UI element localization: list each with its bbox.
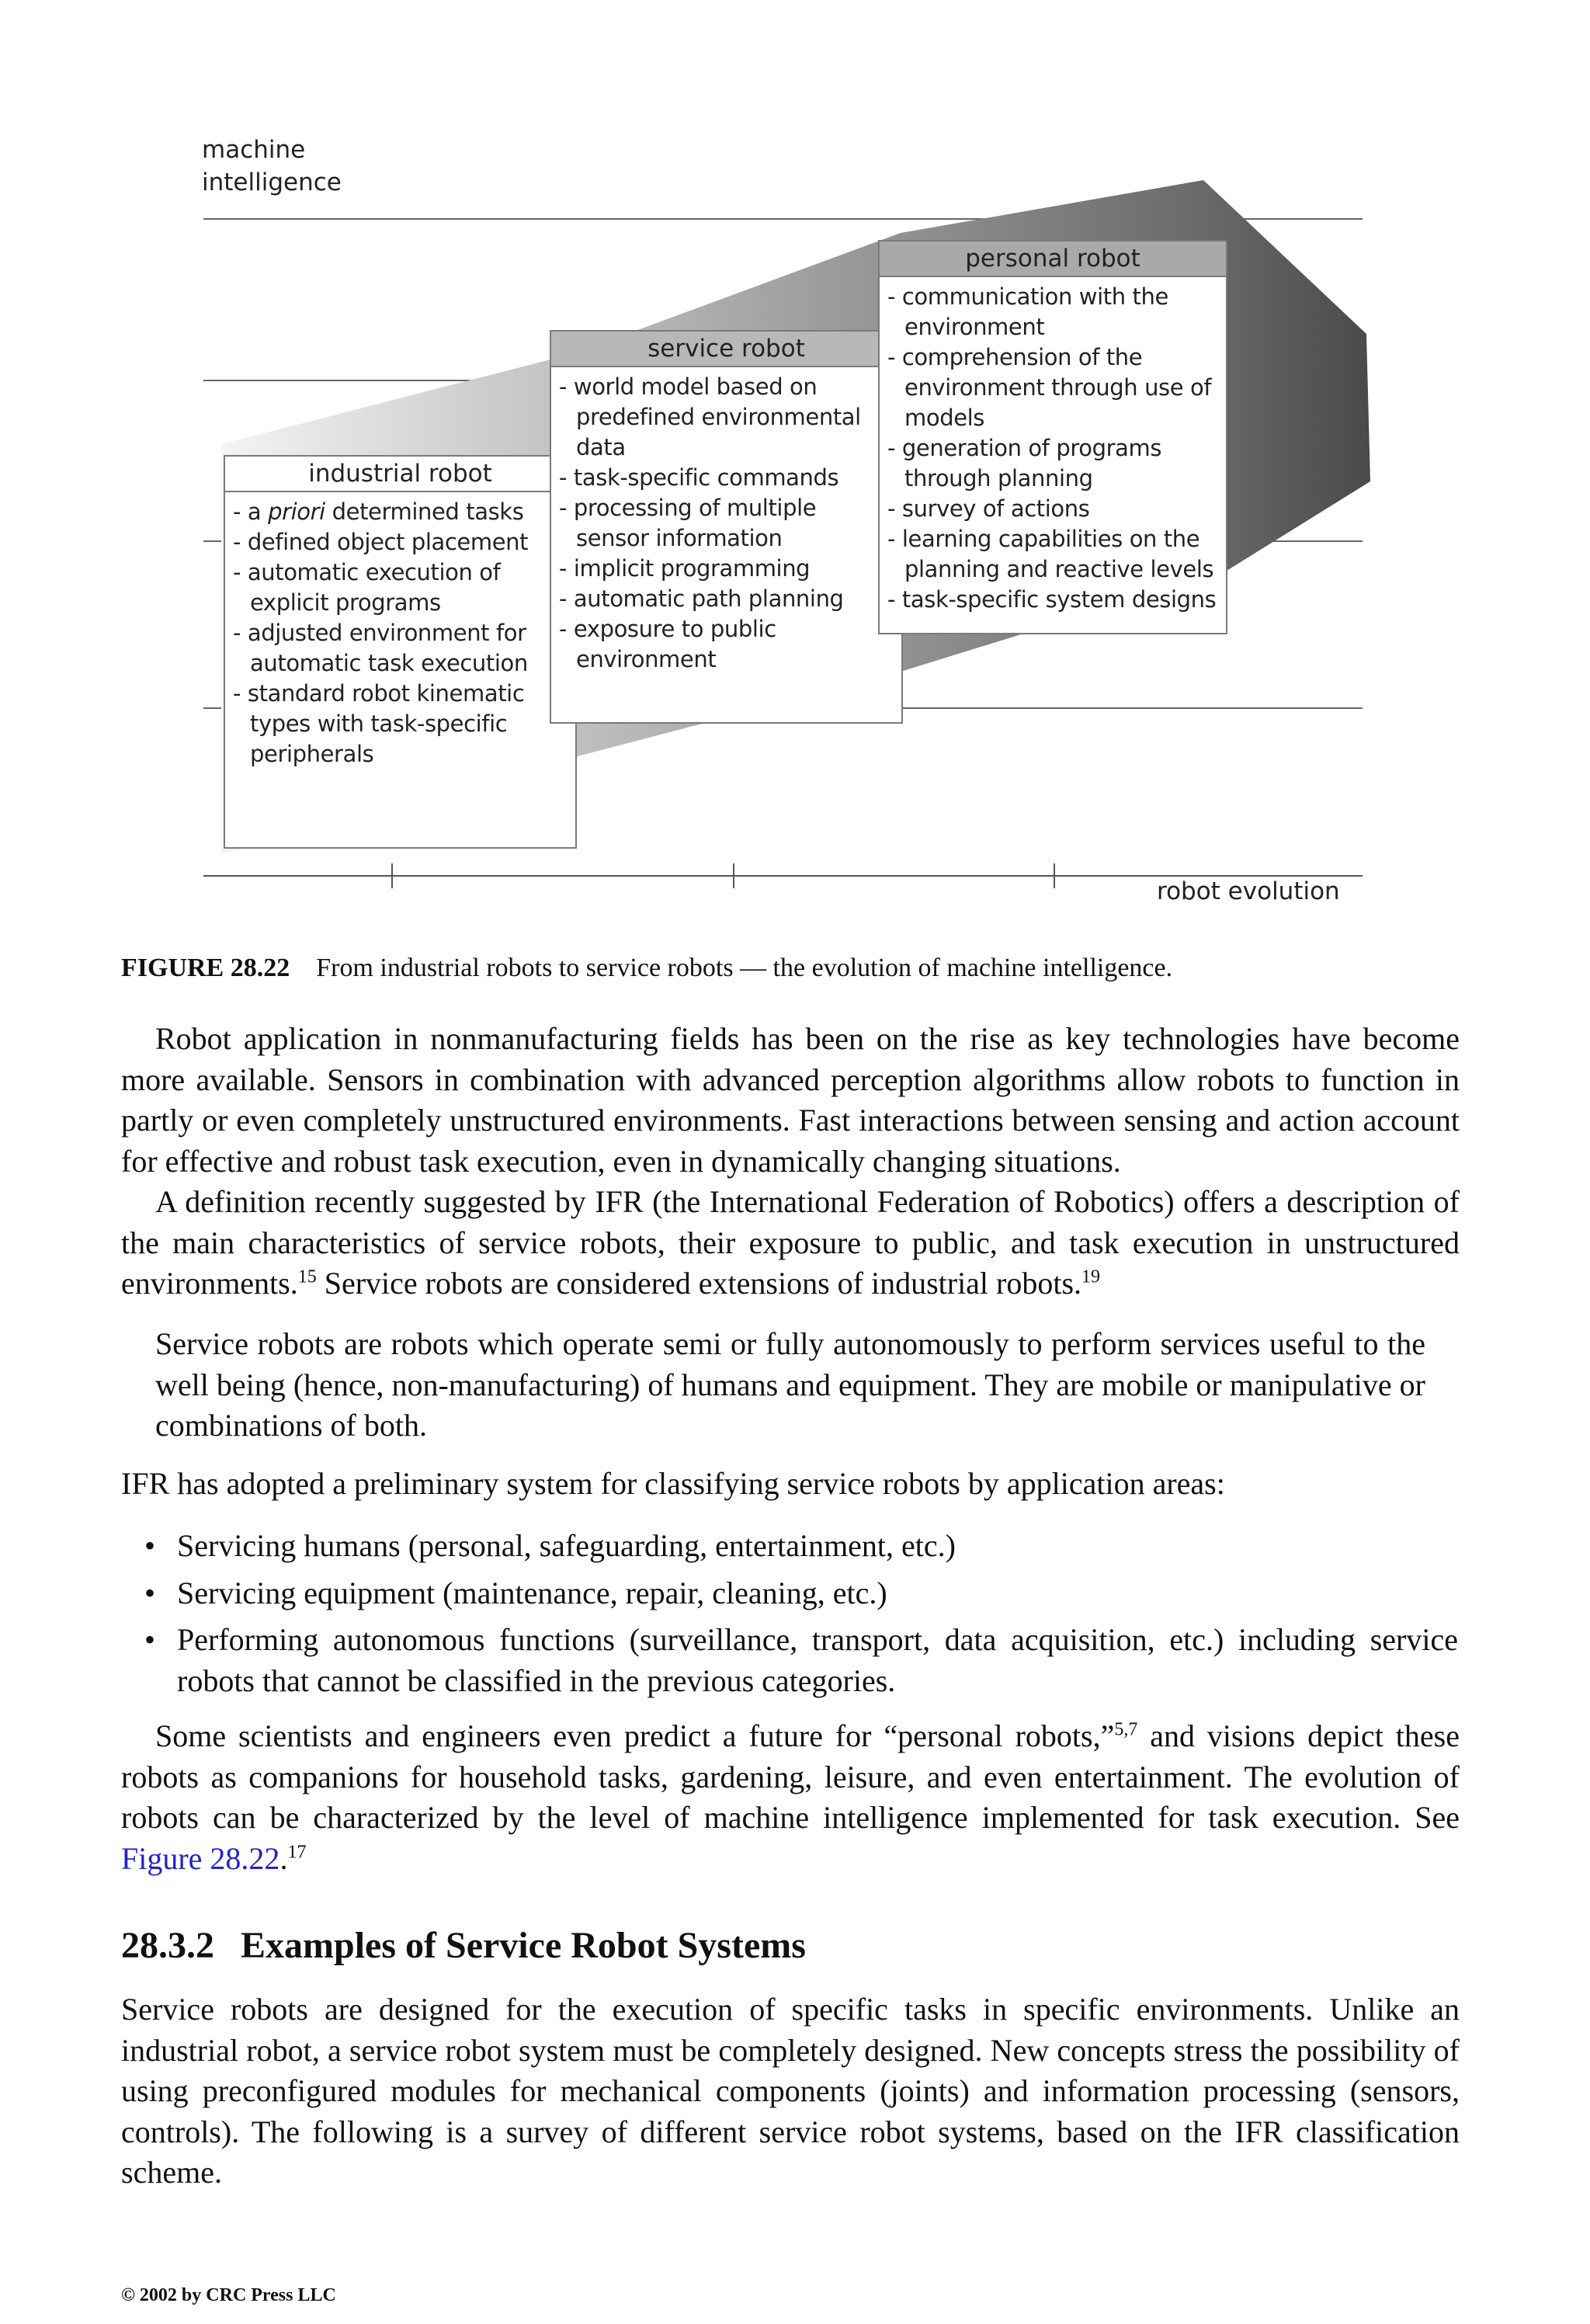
paragraph-2 xyxy=(121,1182,1460,1304)
paragraph-5: Service robots are designed for the execution of specific tasks in specific environments. Unlike an industrial robot, a service robot system must be completely designed. New concepts stress the possibility of using preconfigured modules for mechanical components (joints) and information processing (sensors, controls). The following is a survey of different service robot systems, based on the IFR classification scheme. xyxy=(121,1992,1460,2190)
personal-robot-list xyxy=(887,282,1220,615)
copyright-footer: © 2002 by CRC Press LLC xyxy=(121,2285,336,2305)
industrial-robot-list xyxy=(233,497,569,769)
bullet-item-2 xyxy=(144,1573,1458,1614)
x-axis-label: robot evolution xyxy=(1157,877,1340,905)
bullet-item-3 xyxy=(144,1620,1458,1701)
service-robot-list xyxy=(559,372,895,675)
service-item-4: - implicit programming xyxy=(559,554,895,584)
paragraph-4-part-c: . xyxy=(279,1840,288,1876)
figure-28-22 xyxy=(0,0,1590,1002)
section-title: Examples of Service Robot Systems xyxy=(241,1925,806,1966)
citation-19: 19 xyxy=(1081,1266,1101,1287)
figure-caption-text: From industrial robots to service robots — the evolution of machine intelligence. xyxy=(316,954,1173,982)
service-item-6: - exposure to public environment xyxy=(559,614,895,675)
personal-item-3: - generation of programs through planning xyxy=(887,433,1220,494)
service-item-2: - task-specific commands xyxy=(559,463,895,493)
industrial-robot-box xyxy=(224,455,577,849)
industrial-item-1-em: priori xyxy=(268,498,325,525)
industrial-item-1-post: determined tasks xyxy=(325,498,524,525)
industrial-item-3: - automatic execution of explicit programs xyxy=(233,558,569,618)
bullet-text-2: Servicing equipment (maintenance, repair, cleaning, etc.) xyxy=(177,1575,887,1610)
service-robot-title: service robot xyxy=(551,332,901,367)
figure-caption xyxy=(121,954,1488,983)
citation-17: 17 xyxy=(287,1842,307,1863)
personal-item-2: - comprehension of the environment through use of models xyxy=(887,342,1220,433)
bullet-item-1 xyxy=(144,1526,1458,1567)
personal-item-1: - communication with the environment xyxy=(887,282,1220,342)
bullet-text-1: Servicing humans (personal, safeguarding, entertainment, etc.) xyxy=(177,1528,956,1563)
figure-reference-link[interactable]: Figure 28.22 xyxy=(121,1840,280,1876)
paragraph-1: Robot application in nonmanufacturing fields has been on the rise as key technologies have become more available. Sensors in combination with advanced perception algorithms allow robots to function in partly or even completely unstructured environments. Fast interactions between sensing and action account for effective and robust task execution, even in dynamically changing situations. xyxy=(121,1021,1460,1179)
industrial-item-4: - adjusted environment for automatic task execution xyxy=(233,618,569,679)
y-axis-label xyxy=(202,134,342,199)
industrial-robot-title: industrial robot xyxy=(225,457,575,492)
figure-caption-label: FIGURE 28.22 xyxy=(121,954,290,982)
y-axis-label-line2: intelligence xyxy=(202,168,342,196)
section-number: 28.3.2 xyxy=(121,1925,214,1966)
service-item-5: - automatic path planning xyxy=(559,584,895,614)
personal-item-4: - survey of actions xyxy=(887,494,1220,524)
block-quote: Service robots are robots which operate semi or fully autonomously to perform services useful to the well being (hence, non-manufacturing) of humans and equipment. They are mobile or manipulative or combinations of both. xyxy=(155,1326,1425,1443)
paragraph-4 xyxy=(121,1716,1460,1879)
section-heading xyxy=(121,1924,806,1967)
industrial-item-5: - standard robot kinematic types with task-specific peripherals xyxy=(233,679,569,769)
paragraph-3: IFR has adopted a preliminary system for classifying service robots by application areas: xyxy=(121,1466,1225,1501)
industrial-item-1 xyxy=(233,497,569,527)
paragraph-4-part-b: and visions depict these robots as companions for household tasks, gardening, leisure, and even entertainment. The evolution of robots can be characterized by the level of machine intelligence implemented for task execution. See xyxy=(121,1718,1460,1835)
service-robot-box xyxy=(550,330,903,724)
citation-5-7: 5,7 xyxy=(1114,1719,1138,1740)
personal-robot-title: personal robot xyxy=(880,241,1226,277)
paragraph-2-part-a: A definition recently suggested by IFR (the International Federation of Robotics) offers a description of the main characteristics of service robots, their exposure to public, and task execution in unstructured environments. xyxy=(121,1184,1460,1301)
paragraph-2-part-b: Service robots are considered extensions of industrial robots. xyxy=(316,1266,1082,1301)
bullet-glyph: • xyxy=(144,1622,156,1657)
personal-item-6: - task-specific system designs xyxy=(887,585,1220,615)
bullet-text-3: Performing autonomous functions (surveillance, transport, data acquisition, etc.) including service robots that cannot be classified in the previous categories. xyxy=(177,1622,1458,1698)
personal-robot-box xyxy=(878,240,1227,634)
industrial-item-2: - defined object placement xyxy=(233,527,569,558)
industrial-item-1-pre: a xyxy=(247,498,269,525)
service-item-1: - world model based on predefined environmental data xyxy=(559,372,895,463)
personal-item-5: - learning capabilities on the planning and reactive levels xyxy=(887,524,1220,585)
classification-list xyxy=(144,1526,1458,1707)
service-item-3: - processing of multiple sensor information xyxy=(559,493,895,554)
y-axis-label-line1: machine xyxy=(202,136,306,164)
bullet-glyph: • xyxy=(144,1575,156,1610)
bullet-glyph: • xyxy=(144,1528,156,1563)
citation-15: 15 xyxy=(297,1266,317,1287)
paragraph-4-part-a: Some scientists and engineers even predict a future for “personal robots,” xyxy=(155,1718,1115,1753)
